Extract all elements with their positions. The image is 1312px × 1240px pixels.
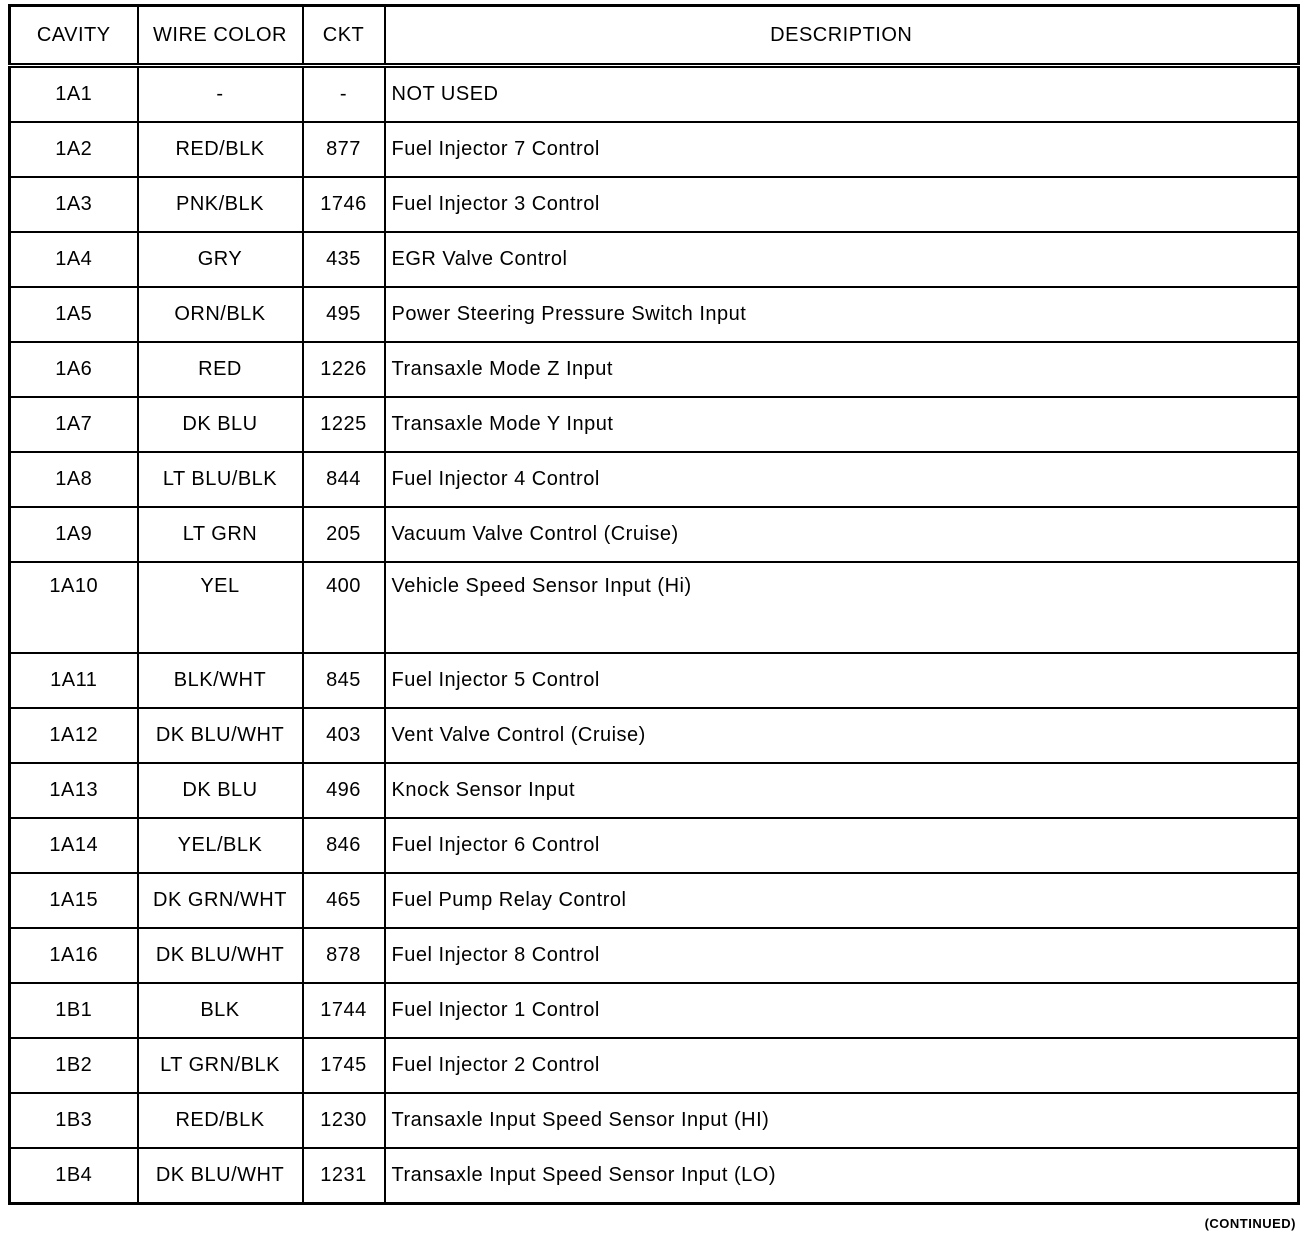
cell-wire-color: DK BLU/WHT — [138, 1148, 303, 1204]
cell-ckt: 435 — [303, 232, 385, 287]
cell-description: Fuel Pump Relay Control — [385, 873, 1299, 928]
cell-wire-color: LT BLU/BLK — [138, 452, 303, 507]
cell-description: Vent Valve Control (Cruise) — [385, 708, 1299, 763]
cell-cavity: 1A4 — [10, 232, 138, 287]
cell-ckt: 845 — [303, 653, 385, 708]
cell-wire-color: RED/BLK — [138, 1093, 303, 1148]
table-row — [10, 818, 1299, 873]
cell-ckt: 495 — [303, 287, 385, 342]
cell-cavity: 1A12 — [10, 708, 138, 763]
cell-cavity: 1A6 — [10, 342, 138, 397]
cell-ckt: 1230 — [303, 1093, 385, 1148]
cell-wire-color: DK GRN/WHT — [138, 873, 303, 928]
cell-ckt: 1746 — [303, 177, 385, 232]
cell-description: Transaxle Input Speed Sensor Input (LO) — [385, 1148, 1299, 1204]
cell-cavity: 1A3 — [10, 177, 138, 232]
table-row — [10, 177, 1299, 232]
cell-cavity: 1B1 — [10, 983, 138, 1038]
cell-description: Fuel Injector 6 Control — [385, 818, 1299, 873]
header-wire-color: WIRE COLOR — [138, 6, 303, 66]
cell-cavity: 1A11 — [10, 653, 138, 708]
cell-description: Fuel Injector 8 Control — [385, 928, 1299, 983]
cell-cavity: 1A5 — [10, 287, 138, 342]
table-row — [10, 66, 1299, 123]
cell-cavity: 1A2 — [10, 122, 138, 177]
table-row — [10, 873, 1299, 928]
table-row — [10, 562, 1299, 653]
cell-wire-color: PNK/BLK — [138, 177, 303, 232]
table-row — [10, 287, 1299, 342]
cell-cavity: 1A15 — [10, 873, 138, 928]
cell-cavity: 1A9 — [10, 507, 138, 562]
cell-ckt: 465 — [303, 873, 385, 928]
table-row — [10, 928, 1299, 983]
cell-wire-color: GRY — [138, 232, 303, 287]
cell-wire-color: BLK/WHT — [138, 653, 303, 708]
cell-description: Transaxle Input Speed Sensor Input (HI) — [385, 1093, 1299, 1148]
cell-ckt: 1226 — [303, 342, 385, 397]
cell-description: Fuel Injector 4 Control — [385, 452, 1299, 507]
cell-description: EGR Valve Control — [385, 232, 1299, 287]
cell-description: Vacuum Valve Control (Cruise) — [385, 507, 1299, 562]
table-row — [10, 983, 1299, 1038]
cell-cavity: 1A10 — [10, 562, 138, 653]
cell-ckt: 844 — [303, 452, 385, 507]
header-ckt: CKT — [303, 6, 385, 66]
table-row — [10, 653, 1299, 708]
table-row — [10, 342, 1299, 397]
cell-ckt: 878 — [303, 928, 385, 983]
cell-wire-color: ORN/BLK — [138, 287, 303, 342]
cell-description: Fuel Injector 3 Control — [385, 177, 1299, 232]
cell-cavity: 1B3 — [10, 1093, 138, 1148]
cell-ckt: 1745 — [303, 1038, 385, 1093]
table-row — [10, 1148, 1299, 1204]
table-row — [10, 452, 1299, 507]
header-row — [10, 6, 1299, 66]
cell-ckt: 1225 — [303, 397, 385, 452]
cell-description: Transaxle Mode Y Input — [385, 397, 1299, 452]
cell-description: NOT USED — [385, 66, 1299, 123]
table-row — [10, 507, 1299, 562]
cell-ckt: 400 — [303, 562, 385, 653]
cell-ckt: - — [303, 66, 385, 123]
cell-wire-color: DK BLU — [138, 763, 303, 818]
table-row — [10, 397, 1299, 452]
table-row — [10, 1093, 1299, 1148]
header-description: DESCRIPTION — [385, 6, 1299, 66]
cell-ckt: 846 — [303, 818, 385, 873]
cell-wire-color: YEL/BLK — [138, 818, 303, 873]
cell-description: Fuel Injector 2 Control — [385, 1038, 1299, 1093]
table-body — [10, 66, 1299, 1204]
cell-ckt: 403 — [303, 708, 385, 763]
cell-wire-color: LT GRN — [138, 507, 303, 562]
table-row — [10, 708, 1299, 763]
cell-cavity: 1A8 — [10, 452, 138, 507]
table-row — [10, 1038, 1299, 1093]
cell-description: Knock Sensor Input — [385, 763, 1299, 818]
cell-wire-color: DK BLU/WHT — [138, 928, 303, 983]
cell-wire-color: YEL — [138, 562, 303, 653]
cell-description: Vehicle Speed Sensor Input (Hi) — [385, 562, 1299, 653]
cell-description: Power Steering Pressure Switch Input — [385, 287, 1299, 342]
cell-ckt: 205 — [303, 507, 385, 562]
cell-wire-color: RED/BLK — [138, 122, 303, 177]
cell-description: Transaxle Mode Z Input — [385, 342, 1299, 397]
table-row — [10, 122, 1299, 177]
cell-wire-color: DK BLU/WHT — [138, 708, 303, 763]
cell-wire-color: DK BLU — [138, 397, 303, 452]
cell-wire-color: BLK — [138, 983, 303, 1038]
cell-ckt: 496 — [303, 763, 385, 818]
cell-cavity: 1A13 — [10, 763, 138, 818]
cell-wire-color: - — [138, 66, 303, 123]
cell-description: Fuel Injector 1 Control — [385, 983, 1299, 1038]
table-row — [10, 232, 1299, 287]
cell-ckt: 1744 — [303, 983, 385, 1038]
connector-pinout-table — [8, 4, 1300, 1205]
cell-wire-color: LT GRN/BLK — [138, 1038, 303, 1093]
cell-wire-color: RED — [138, 342, 303, 397]
header-cavity: CAVITY — [10, 6, 138, 66]
continued-note: (CONTINUED) — [1204, 1216, 1296, 1231]
cell-cavity: 1A14 — [10, 818, 138, 873]
cell-description: Fuel Injector 5 Control — [385, 653, 1299, 708]
cell-cavity: 1A1 — [10, 66, 138, 123]
cell-cavity: 1B2 — [10, 1038, 138, 1093]
cell-description: Fuel Injector 7 Control — [385, 122, 1299, 177]
table-row — [10, 763, 1299, 818]
cell-ckt: 1231 — [303, 1148, 385, 1204]
cell-cavity: 1A16 — [10, 928, 138, 983]
cell-ckt: 877 — [303, 122, 385, 177]
cell-cavity: 1B4 — [10, 1148, 138, 1204]
cell-cavity: 1A7 — [10, 397, 138, 452]
